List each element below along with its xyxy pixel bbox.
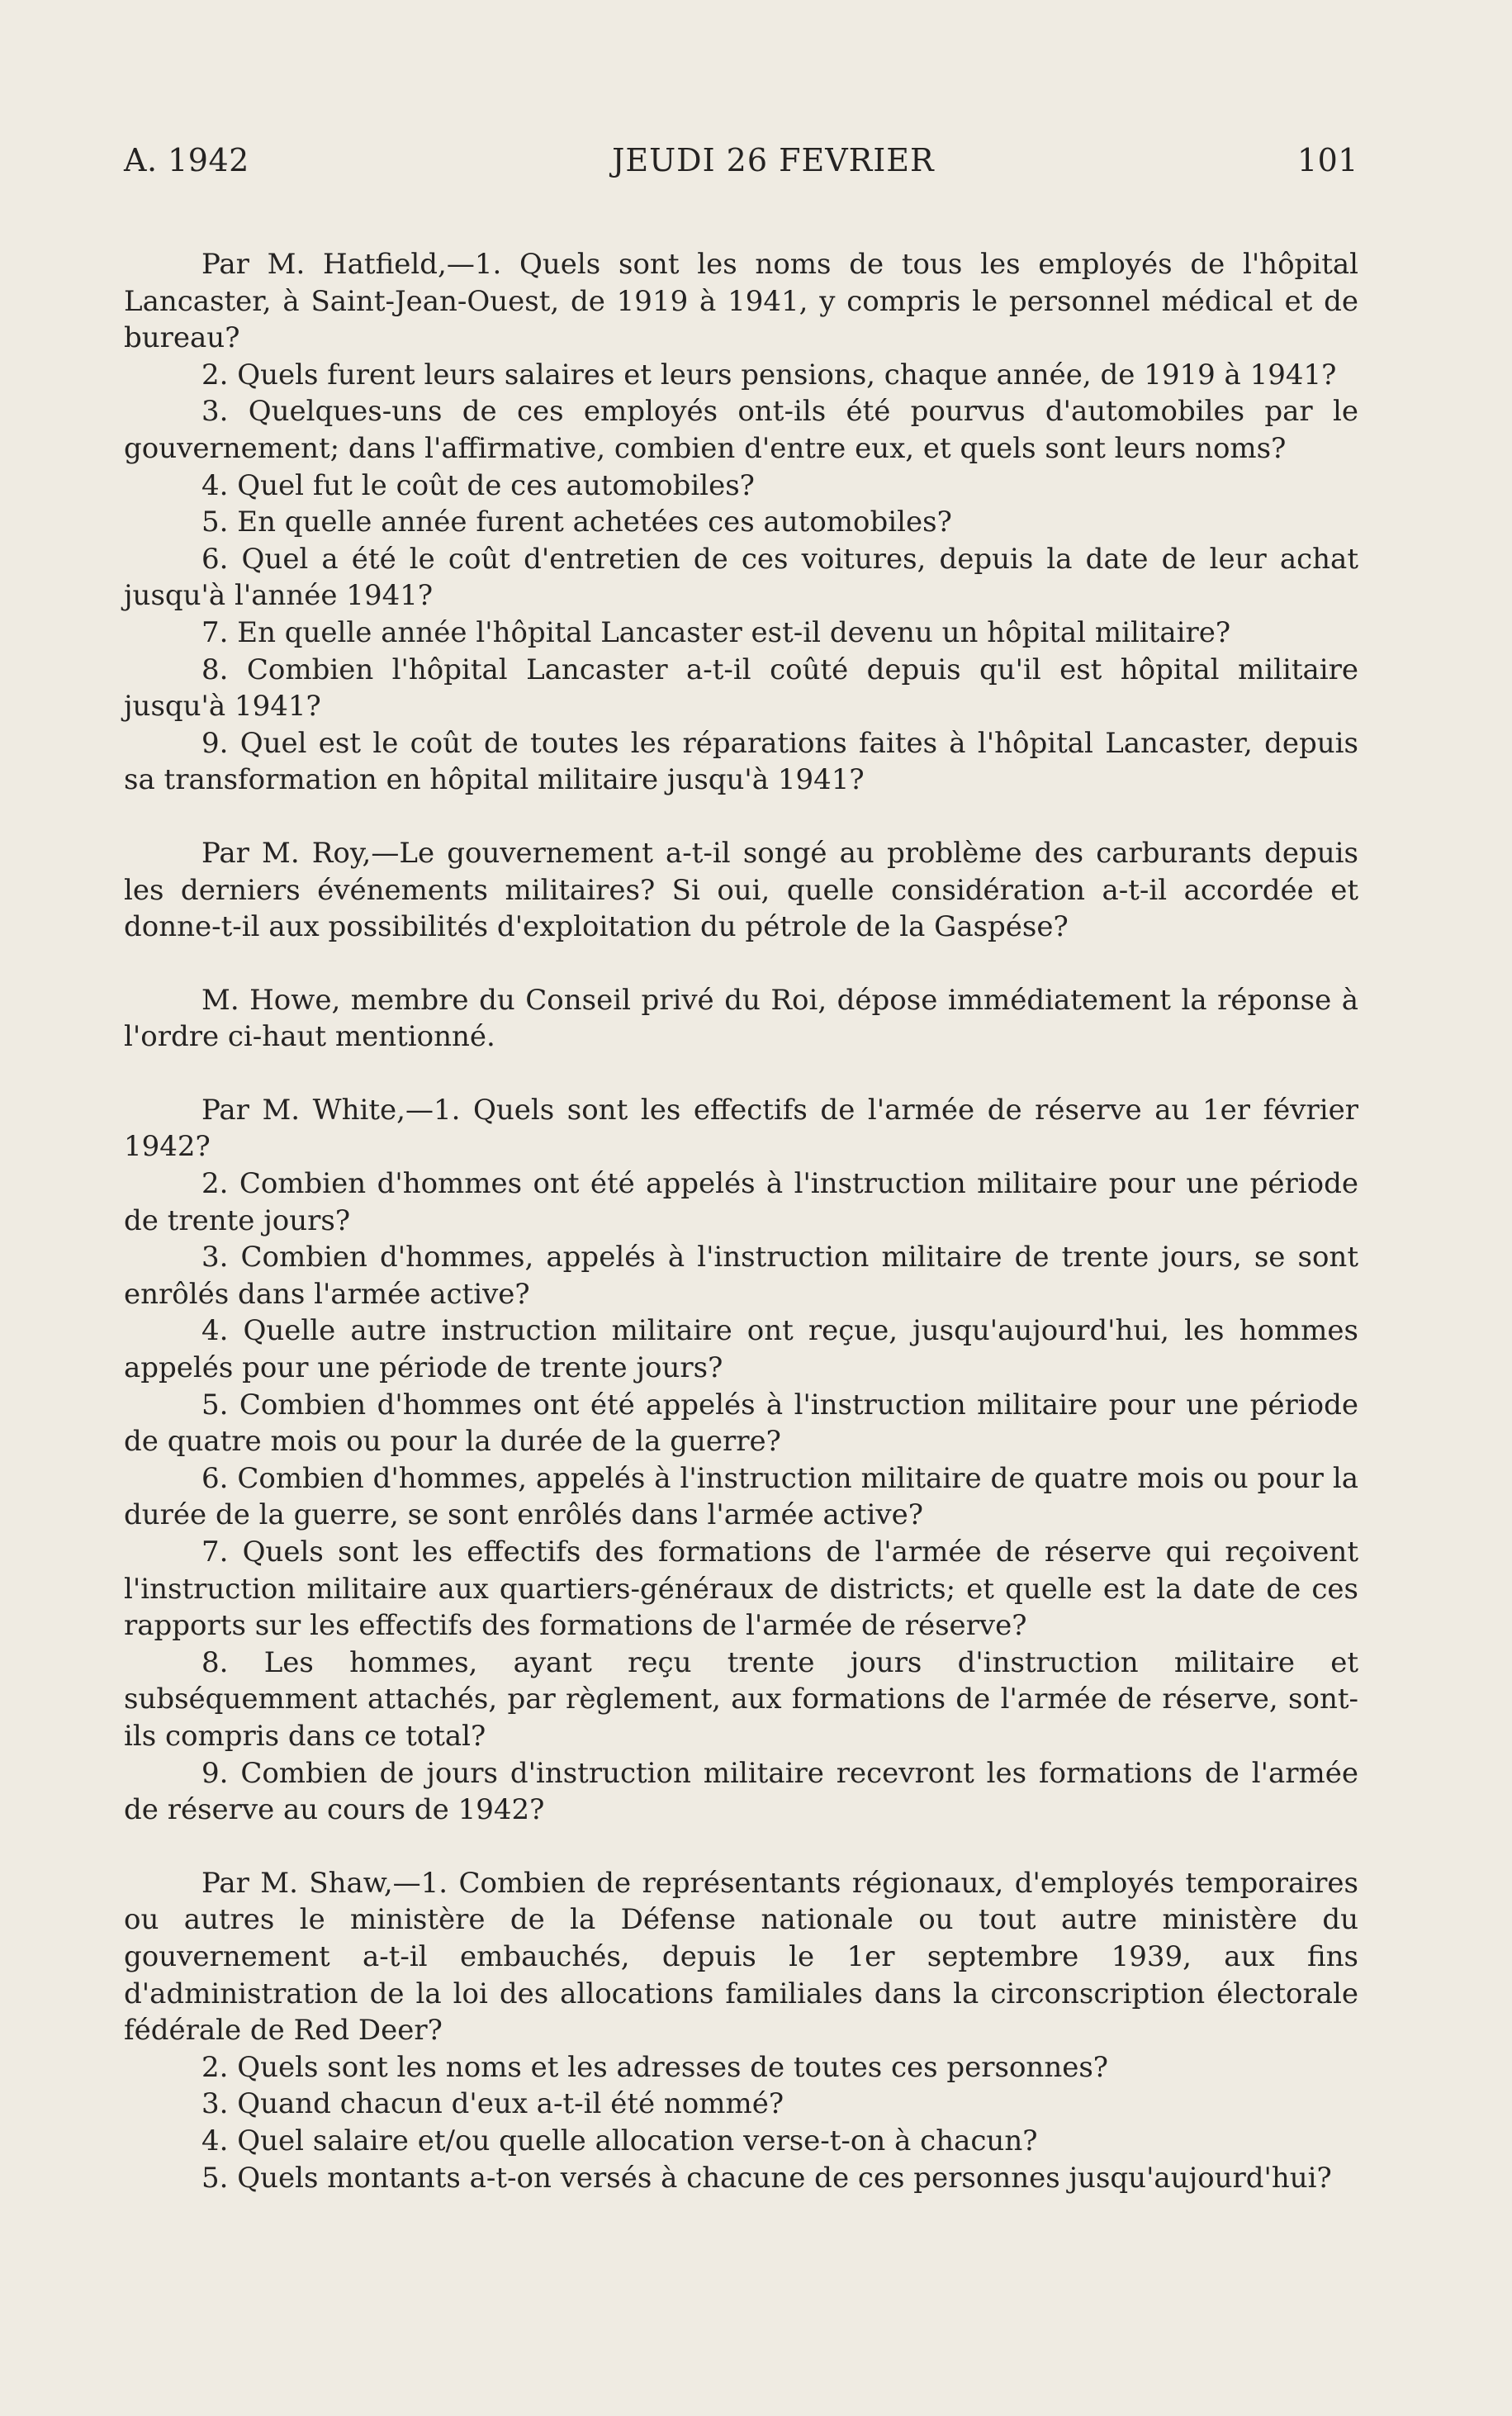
paragraph: 9. Combien de jours d'instruction militaire recevront les formations de l'armée de réserve au cours de 1942? [124,1756,1358,1827]
paragraph: Par M. White,—1. Quels sont les effectifs de l'armée de réserve au 1er février 1942? [124,1093,1358,1164]
header-year: A. 1942 [124,142,249,178]
paragraph: 7. Quels sont les effectifs des formations de l'armée de réserve qui reçoivent l'instruction militaire aux quartiers-généraux de districts; et quelle est la date de ces rapports sur les effectifs des formations de l'armée de réserve? [124,1536,1358,1643]
paragraph: 6. Combien d'hommes, appelés à l'instruction militaire de quatre mois ou pour la durée de la guerre, se sont enrôlés dans l'armée active? [124,1461,1358,1532]
question-block-shaw [124,1865,1358,2196]
paragraph: 5. Quels montants a-t-on versés à chacune de ces personnes jusqu'aujourd'hui? [201,2161,1332,2195]
paragraph: 3. Quelques-uns de ces employés ont-ils été pourvus d'automobiles par le gouvernement; dans l'affirmative, combien d'entre eux, et quels sont leurs noms? [124,395,1358,465]
paragraph: 2. Combien d'hommes ont été appelés à l'instruction militaire pour une période de trente jours? [124,1167,1358,1237]
page-header [124,142,1358,193]
page-body [124,246,1358,2196]
question-block-roy [124,835,1358,946]
document-page [124,142,1358,2196]
paragraph: 2. Quels sont les noms et les adresses de toutes ces personnes? [201,2050,1109,2084]
paragraph: 9. Quel est le coût de toutes les réparations faites à l'hôpital Lancaster, depuis sa transformation en hôpital militaire jusqu'à 1941? [124,726,1358,797]
paragraph: 3. Combien d'hommes, appelés à l'instruction militaire de trente jours, se sont enrôlés dans l'armée active? [124,1241,1358,1311]
paragraph: 6. Quel a été le coût d'entretien de ces voitures, depuis la date de leur achat jusqu'à l'année 1941? [124,542,1358,613]
paragraph: Par M. Hatfield,—1. Quels sont les noms de tous les employés de l'hôpital Lancaster, à Saint-Jean-Ouest, de 1919 à 1941, y compris le personnel médical et de bureau? [124,248,1358,355]
paragraph: 5. Combien d'hommes ont été appelés à l'instruction militaire pour une période de quatre mois ou pour la durée de la guerre? [124,1388,1358,1459]
paragraph: 5. En quelle année furent achetées ces automobiles? [201,506,952,539]
paragraph: M. Howe, membre du Conseil privé du Roi, dépose immédiatement la réponse à l'ordre ci-haut mentionné. [124,983,1358,1054]
paragraph: 8. Combien l'hôpital Lancaster a-t-il coûté depuis qu'il est hôpital militaire jusqu'à 1941? [124,653,1358,724]
paragraph: 8. Les hommes, ayant reçu trente jours d'instruction militaire et subséquemment attachés, par règlement, aux formations de l'armée de réserve, sont-ils compris dans ce total? [124,1645,1358,1753]
paragraph: 4. Quelle autre instruction militaire ont reçue, jusqu'aujourd'hui, les hommes appelés pour une période de trente jours? [124,1314,1358,1385]
question-block-hatfield [124,246,1358,799]
header-date: JEUDI 26 FEVRIER [612,142,935,178]
paragraph: 2. Quels furent leurs salaires et leurs pensions, chaque année, de 1919 à 1941? [201,358,1337,392]
paragraph: 4. Quel fut le coût de ces automobiles? [201,468,755,502]
question-block-white [124,1092,1358,1829]
paragraph: 7. En quelle année l'hôpital Lancaster est-il devenu un hôpital militaire? [201,615,1231,649]
answer-block-howe [124,982,1358,1056]
paragraph: Par M. Shaw,—1. Combien de représentants régionaux, d'employés temporaires ou autres le ministère de la Défense nationale ou tout autre ministère du gouvernement a-t-il embauchés, depuis le 1er septembre 1939, aux fins d'administration de la loi des allocations familiales dans la circonscription électorale fédérale de Red Deer? [124,1866,1358,2048]
paragraph: Par M. Roy,—Le gouvernement a-t-il songé au problème des carburants depuis les derniers événements militaires? Si oui, quelle considération a-t-il accordée et donne-t-il aux possibilités d'exploitation du pétrole de la Gaspése? [124,836,1358,944]
paragraph: 3. Quand chacun d'eux a-t-il été nommé? [201,2087,784,2121]
paragraph: 4. Quel salaire et/ou quelle allocation verse-t-on à chacun? [201,2124,1038,2157]
page-number: 101 [1296,142,1358,178]
